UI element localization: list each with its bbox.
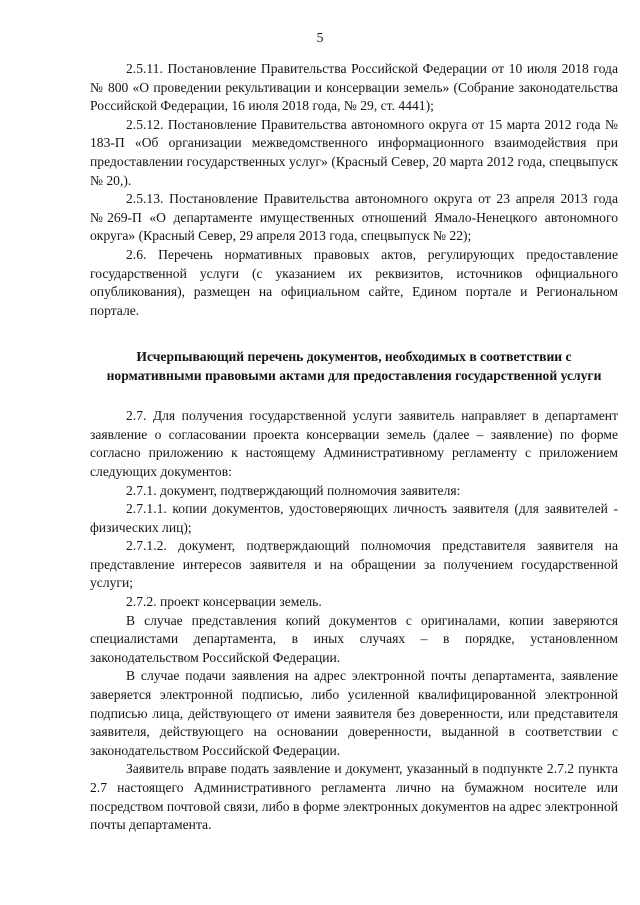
paragraph-2-7-1-1: 2.7.1.1. копии документов, удостоверяющих личность заявителя (для заявителей - физических лиц); xyxy=(90,501,618,535)
paragraph-email: В случае подачи заявления на адрес электронной почты департамента, заявление заверяется электронной подписью, либо усиленной квалифицированной электронной подписью лица, действующего от имени заявителя без доверенности, или представителя заявителя, действующего на основании доверенности, выданной в соответствии с законодательством Российской Федерации. xyxy=(90,668,618,758)
paragraph-submission: Заявитель вправе подать заявление и документ, указанный в подпункте 2.7.2 пункта 2.7 настоящего Административного регламента лично на бумажном носителе или посредством почтовой связи, либо в форме электронных документов на адрес электронной почты департамента. xyxy=(90,761,618,833)
paragraph-2-7: 2.7. Для получения государственной услуги заявитель направляет в департамент заявление о согласовании проекта консервации земель (далее – заявление) по форме согласно приложению к настоящему Административному регламенту с приложением следующих документов: xyxy=(90,408,618,479)
paragraph-copies: В случае представления копий документов с оригиналами, копии заверяются специалистами департамента, в иных случаях – в порядке, установленном законодательством Российской Федерации. xyxy=(90,612,618,665)
section-heading: Исчерпывающий перечень документов, необходимых в соответствии с нормативными правовыми актами для предоставления государственной услуги xyxy=(106,349,602,383)
paragraph-2-7-2: 2.7.2. проект консервации земель. xyxy=(126,594,322,610)
paragraph-2-5-11: 2.5.11. Постановление Правительства Российской Федерации от 10 июля 2018 года № 800 «О проведении рекультивации и консервации земель» (Собрание законодательства Российской Федерации, 16 июля 2018 года, № 29, ст. 4441); xyxy=(90,61,618,114)
page-number: 5 xyxy=(316,30,324,45)
paragraph-2-6: 2.6. Перечень нормативных правовых актов, регулирующих предоставление государственной услуги (с указанием их реквизитов, источников официального опубликования), размещен на официальном сайте, Едином портале и Региональном портале. xyxy=(90,246,618,318)
paragraph-2-7-1-2: 2.7.1.2. документ, подтверждающий полномочия представителя заявителя на представление интересов заявителя и на обращении за получением государственной услуги; xyxy=(90,538,618,591)
paragraph-2-5-13: 2.5.13. Постановление Правительства автономного округа от 23 апреля 2013 года №269-П «О департаменте имущественных отношений Ямало-Ненецкого автономного округа» (Красный Север, 29 апреля 2013 года, спецвыпуск № 22); xyxy=(90,191,618,244)
paragraph-2-7-1: 2.7.1. документ, подтверждающий полномочия заявителя: xyxy=(126,482,461,498)
document-body xyxy=(90,60,618,835)
paragraph-2-5-12: 2.5.12. Постановление Правительства автономного округа от 15 марта 2012 года № 183-П «Об организации межведомственного информационного взаимодействия при предоставлении государственных услуг» (Красный Север, 20 марта 2012 года, спецвыпуск № 20,). xyxy=(90,116,618,188)
